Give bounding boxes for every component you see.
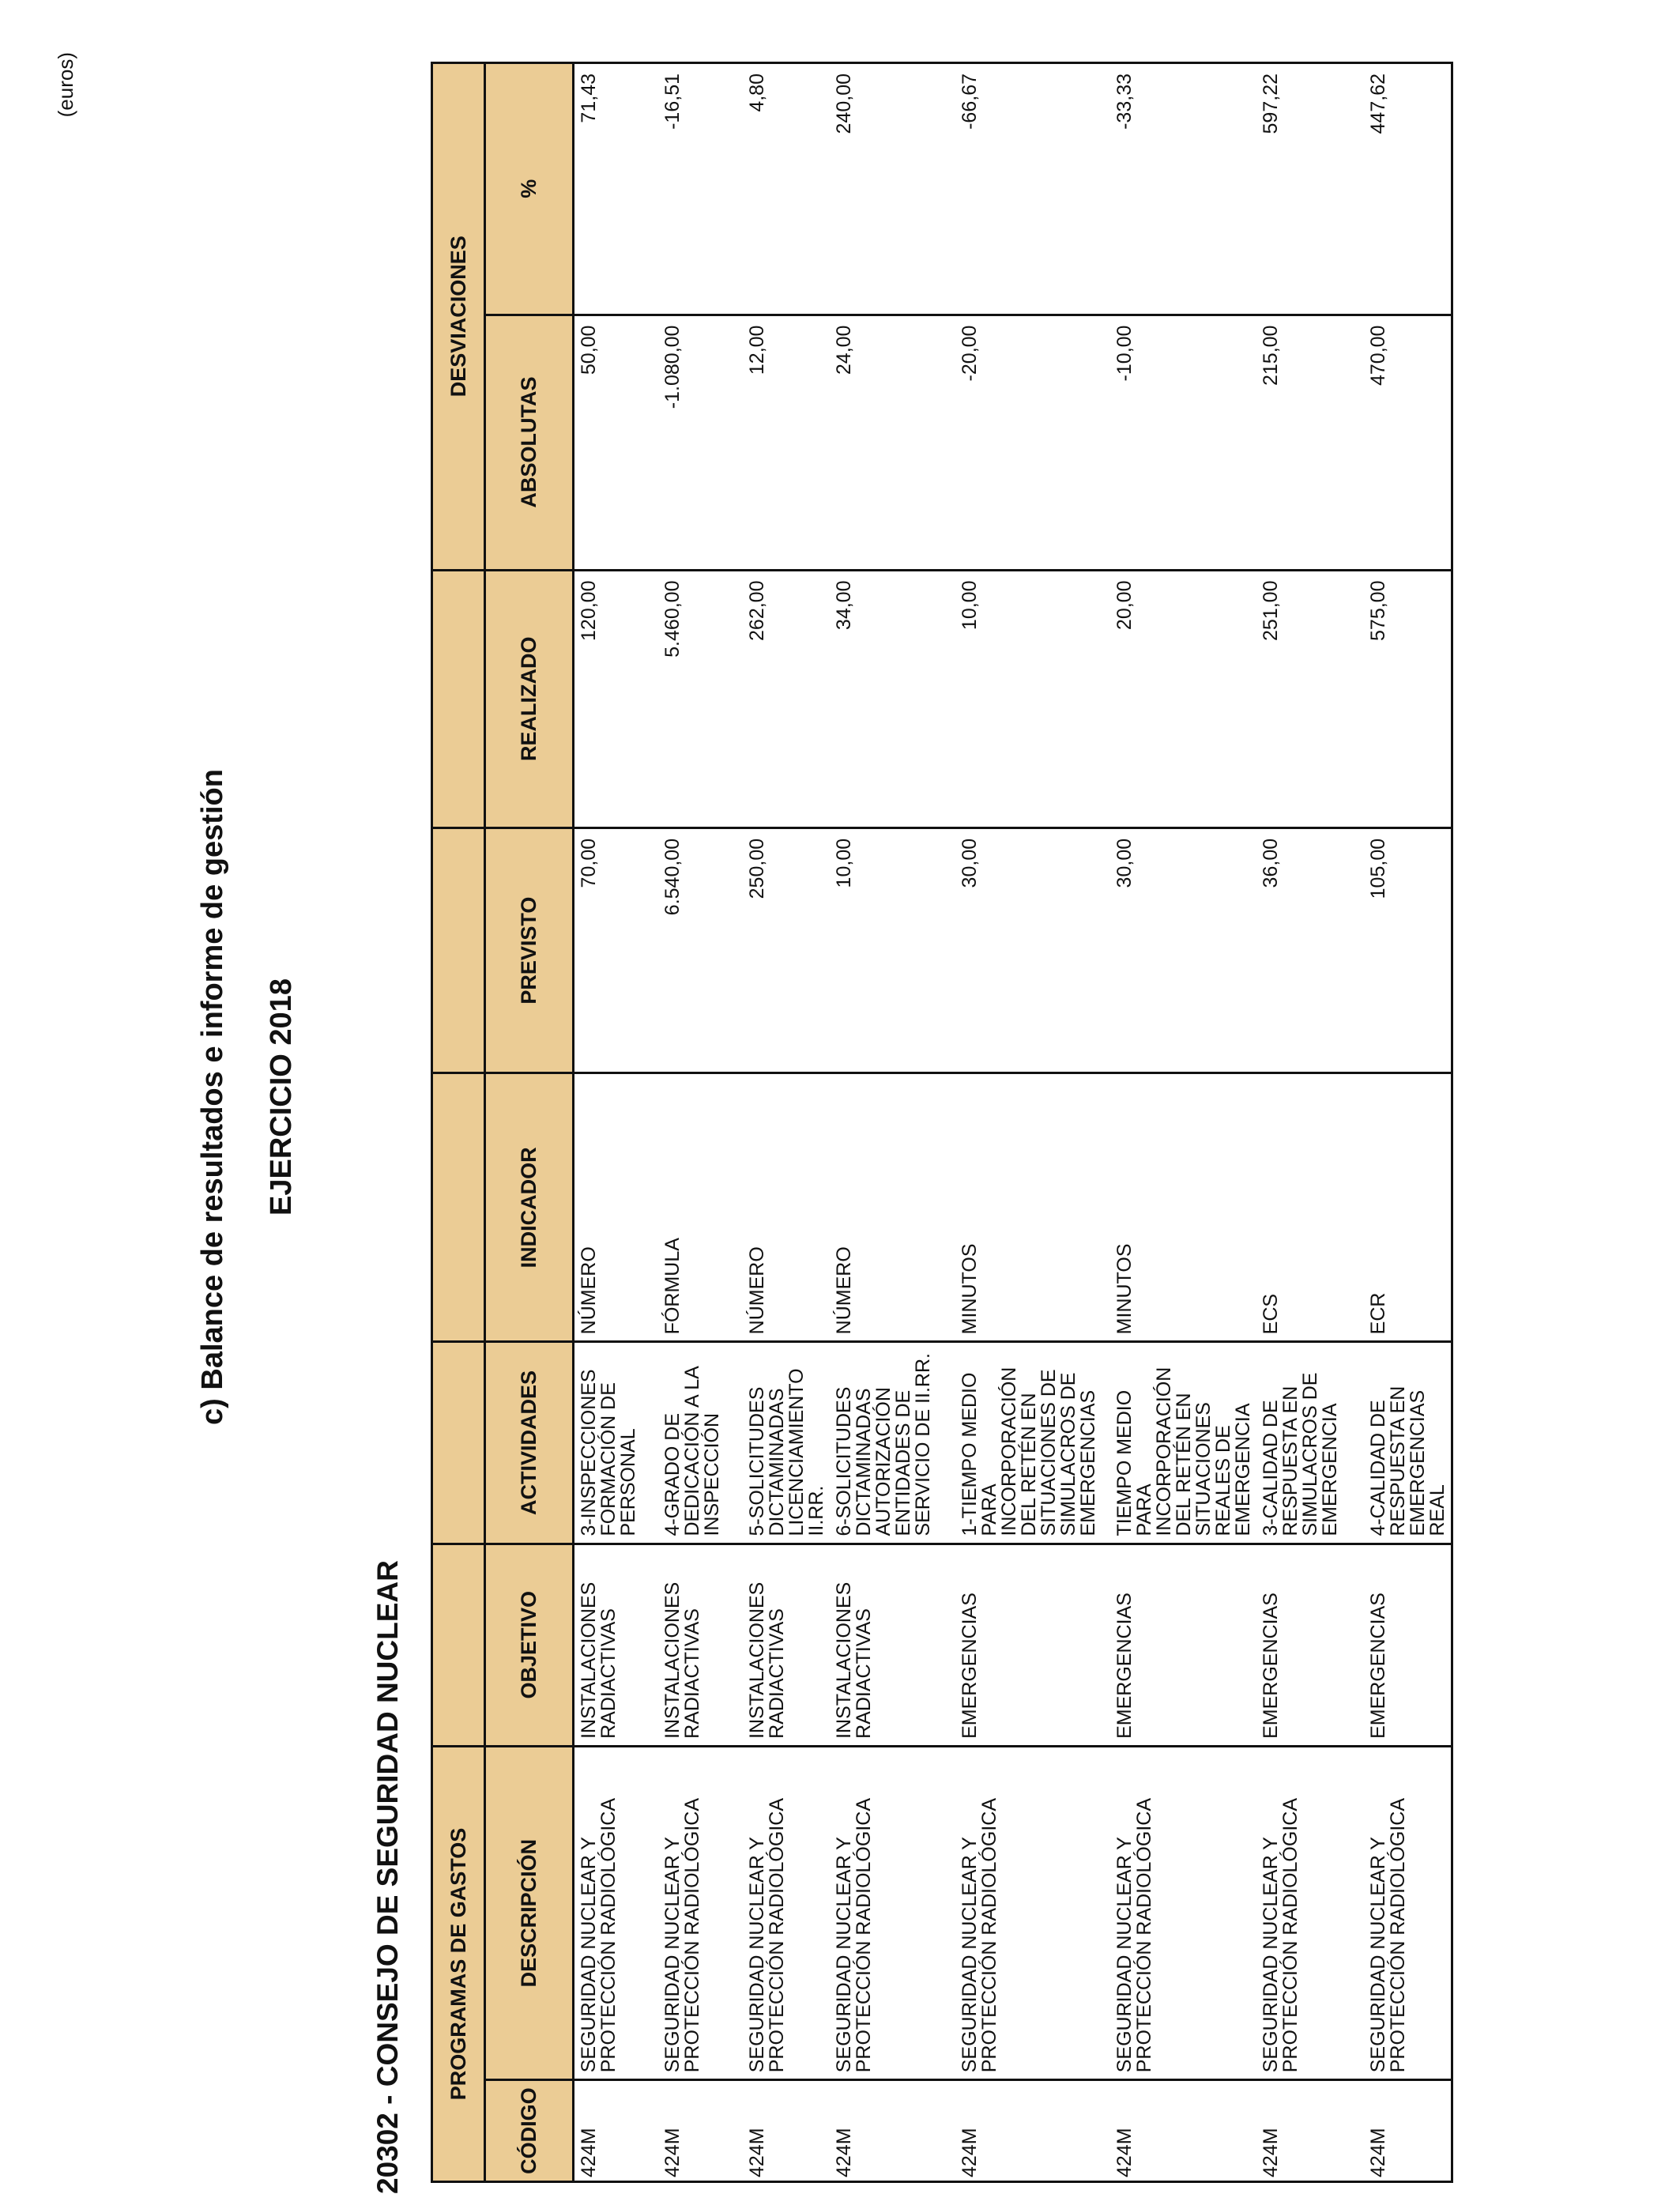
cell-actividades: 3-CALIDAD DE RESPUESTA EN SIMULACROS DE EMERGENCIA [1256,1342,1364,1544]
cell-objetivo: INSTALACIONES RADIACTIVAS [658,1544,743,1746]
cell-indicador: NÚMERO [574,1073,658,1342]
cell-indicador: FÓRMULA [658,1073,743,1342]
cell-pct: 597,22 [1256,63,1364,315]
cell-objetivo: EMERGENCIAS [1364,1544,1452,1746]
table-row [830,63,955,2182]
cell-previsto: 70,00 [574,827,658,1073]
cell-indicador: ECR [1364,1073,1452,1342]
cell-previsto: 36,00 [1256,827,1364,1073]
cell-realizado: 251,00 [1256,570,1364,827]
group-programas-header: PROGRAMAS DE GASTOS [432,1746,485,2181]
group-desviaciones-header: DESVIACIONES [432,63,485,571]
cell-actividades: 5-SOLICITUDES DICTAMINADAS LICENCIAMIENTO II.RR. [743,1342,830,1544]
col-header-pct: % [485,63,574,315]
col-header-realizado: REALIZADO [485,570,574,827]
cell-codigo: 424M [830,2080,955,2182]
cell-actividades: 6-SOLICITUDES DICTAMINADAS AUTORIZACIÓN ENTIDADES DE SERVICIO DE II.RR. [830,1342,955,1544]
cell-realizado: 262,00 [743,570,830,827]
cell-descripcion: SEGURIDAD NUCLEAR Y PROTECCIÓN RADIOLÓGICA [743,1746,830,2079]
cell-previsto: 250,00 [743,827,830,1073]
cell-objetivo: EMERGENCIAS [1256,1544,1364,1746]
cell-objetivo: EMERGENCIAS [955,1544,1110,1746]
cell-descripcion: SEGURIDAD NUCLEAR Y PROTECCIÓN RADIOLÓGICA [1364,1746,1452,2079]
cell-codigo: 424M [574,2080,658,2182]
cell-indicador: NÚMERO [743,1073,830,1342]
cell-previsto: 30,00 [1110,827,1256,1073]
cell-pct: -66,67 [955,63,1110,315]
table-row [1256,63,1364,2182]
header-spacer [432,827,485,1073]
cell-codigo: 424M [1110,2080,1256,2182]
cell-actividades: 1-TIEMPO MEDIO PARA INCORPORACIÓN DEL RETÉN EN SITUACIONES DE SIMULACROS DE EMERGENCIAS [955,1342,1110,1544]
cell-previsto: 10,00 [830,827,955,1073]
cell-descripcion: SEGURIDAD NUCLEAR Y PROTECCIÓN RADIOLÓGICA [574,1746,658,2079]
cell-indicador: NÚMERO [830,1073,955,1342]
table-row [574,63,658,2182]
cell-descripcion: SEGURIDAD NUCLEAR Y PROTECCIÓN RADIOLÓGICA [658,1746,743,2079]
cell-pct: 71,43 [574,63,658,315]
cell-codigo: 424M [743,2080,830,2182]
table-row [743,63,830,2182]
cell-realizado: 20,00 [1110,570,1256,827]
cell-actividades: TIEMPO MEDIO PARA INCORPORACIÓN DEL RETÉN EN SITUACIONES REALES DE EMERGENCIA [1110,1342,1256,1544]
cell-codigo: 424M [955,2080,1110,2182]
cell-absolutas: 50,00 [574,315,658,570]
table-row [658,63,743,2182]
header-spacer [432,570,485,827]
cell-pct: 4,80 [743,63,830,315]
table-row [955,63,1110,2182]
cell-absolutas: -20,00 [955,315,1110,570]
cell-absolutas: 470,00 [1364,315,1452,570]
col-header-descripcion: DESCRIPCIÓN [485,1746,574,2079]
col-header-actividades: ACTIVIDADES [485,1342,574,1544]
cell-realizado: 575,00 [1364,570,1452,827]
cell-absolutas: 12,00 [743,315,830,570]
cell-objetivo: INSTALACIONES RADIACTIVAS [743,1544,830,1746]
col-header-codigo: CÓDIGO [485,2080,574,2182]
col-header-indicador: INDICADOR [485,1073,574,1342]
cell-pct: 447,62 [1364,63,1452,315]
exercise-title: EJERCICIO 2018 [265,978,298,1216]
cell-realizado: 5.460,00 [658,570,743,827]
cell-previsto: 30,00 [955,827,1110,1073]
cell-absolutas: -10,00 [1110,315,1256,570]
units-label: (euros) [54,52,77,118]
cell-pct: -16,51 [658,63,743,315]
cell-actividades: 3-INSPECCIONES FORMACIÓN DE PERSONAL [574,1342,658,1544]
cell-pct: 240,00 [830,63,955,315]
cell-realizado: 10,00 [955,570,1110,827]
cell-actividades: 4-GRADO DE DEDICACIÓN A LA INSPECCIÓN [658,1342,743,1544]
cell-previsto: 6.540,00 [658,827,743,1073]
table-row [1364,63,1452,2182]
cell-indicador: ECS [1256,1073,1364,1342]
cell-previsto: 105,00 [1364,827,1452,1073]
report-title: c) Balance de resultados e informe de gestión [196,769,229,1425]
cell-descripcion: SEGURIDAD NUCLEAR Y PROTECCIÓN RADIOLÓGICA [1256,1746,1364,2079]
cell-descripcion: SEGURIDAD NUCLEAR Y PROTECCIÓN RADIOLÓGICA [830,1746,955,2079]
col-header-previsto: PREVISTO [485,827,574,1073]
cell-pct: -33,33 [1110,63,1256,315]
organism-title: 20302 - CONSEJO DE SEGURIDAD NUCLEAR [371,1560,404,2194]
cell-objetivo: INSTALACIONES RADIACTIVAS [574,1544,658,1746]
results-table [431,62,1453,2183]
cell-absolutas: 215,00 [1256,315,1364,570]
header-spacer [432,1342,485,1544]
cell-codigo: 424M [658,2080,743,2182]
cell-objetivo: EMERGENCIAS [1110,1544,1256,1746]
cell-codigo: 424M [1364,2080,1452,2182]
cell-indicador: MINUTOS [955,1073,1110,1342]
cell-realizado: 34,00 [830,570,955,827]
table-row [1110,63,1256,2182]
header-spacer [432,1073,485,1342]
cell-absolutas: -1.080,00 [658,315,743,570]
cell-actividades: 4-CALIDAD DE RESPUESTA EN EMERGENCIAS REAL [1364,1342,1452,1544]
cell-descripcion: SEGURIDAD NUCLEAR Y PROTECCIÓN RADIOLÓGICA [955,1746,1110,2079]
cell-absolutas: 24,00 [830,315,955,570]
cell-realizado: 120,00 [574,570,658,827]
cell-codigo: 424M [1256,2080,1364,2182]
cell-descripcion: SEGURIDAD NUCLEAR Y PROTECCIÓN RADIOLÓGICA [1110,1746,1256,2079]
col-header-absolutas: ABSOLUTAS [485,315,574,570]
header-spacer [432,1544,485,1746]
col-header-objetivo: OBJETIVO [485,1544,574,1746]
cell-objetivo: INSTALACIONES RADIACTIVAS [830,1544,955,1746]
cell-indicador: MINUTOS [1110,1073,1256,1342]
